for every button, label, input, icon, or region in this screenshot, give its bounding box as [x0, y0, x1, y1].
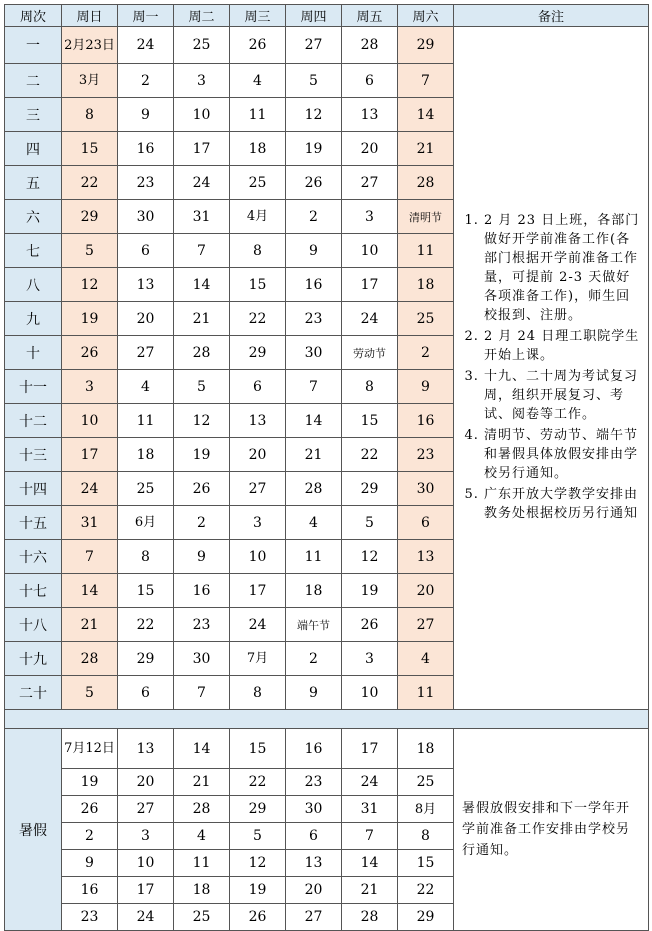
summer-day-cell-wednesday: 26	[230, 904, 286, 931]
summer-day-cell-wednesday: 12	[230, 850, 286, 877]
week-label: 五	[5, 166, 62, 200]
week-label: 二	[5, 64, 62, 98]
day-cell-thursday: 21	[286, 438, 342, 472]
day-cell-sunday: 5	[62, 676, 118, 710]
day-cell-wednesday: 26	[230, 27, 286, 64]
summer-day-cell-thursday: 30	[286, 796, 342, 823]
summer-day-cell-sunday: 2	[62, 823, 118, 850]
summer-row	[5, 729, 649, 769]
summer-day-cell-saturday: 22	[398, 877, 454, 904]
day-cell-thursday: 30	[286, 336, 342, 370]
summer-day-cell-monday: 20	[118, 769, 174, 796]
summer-day-cell-saturday: 25	[398, 769, 454, 796]
day-cell-wednesday: 24	[230, 608, 286, 642]
day-cell-thursday: 11	[286, 540, 342, 574]
day-cell-tuesday: 26	[174, 472, 230, 506]
day-cell-tuesday: 16	[174, 574, 230, 608]
summer-day-cell-friday: 14	[342, 850, 398, 877]
day-cell-sunday: 22	[62, 166, 118, 200]
summer-day-cell-tuesday: 25	[174, 904, 230, 931]
day-cell-saturday: 6	[398, 506, 454, 540]
day-cell-sunday: 3	[62, 370, 118, 404]
summer-day-cell-tuesday: 11	[174, 850, 230, 877]
week-label: 十五	[5, 506, 62, 540]
week-label: 二十	[5, 676, 62, 710]
week-label: 十九	[5, 642, 62, 676]
summer-day-cell-monday: 13	[118, 729, 174, 769]
day-cell-saturday: 13	[398, 540, 454, 574]
day-cell-monday: 11	[118, 404, 174, 438]
day-cell-tuesday: 25	[174, 27, 230, 64]
summer-day-cell-sunday: 7月12日	[62, 729, 118, 769]
day-cell-monday: 6	[118, 234, 174, 268]
day-cell-sunday: 31	[62, 506, 118, 540]
summer-day-cell-thursday: 27	[286, 904, 342, 931]
day-cell-sunday: 26	[62, 336, 118, 370]
day-cell-thursday: 19	[286, 132, 342, 166]
summer-day-cell-friday: 31	[342, 796, 398, 823]
day-cell-wednesday: 25	[230, 166, 286, 200]
day-cell-saturday: 18	[398, 268, 454, 302]
day-cell-tuesday: 3	[174, 64, 230, 98]
day-cell-friday: 17	[342, 268, 398, 302]
summer-day-cell-saturday: 15	[398, 850, 454, 877]
summer-day-cell-saturday: 8月	[398, 796, 454, 823]
day-cell-wednesday: 18	[230, 132, 286, 166]
week-label: 十六	[5, 540, 62, 574]
day-cell-thursday: 4	[286, 506, 342, 540]
week-label: 三	[5, 98, 62, 132]
day-cell-thursday: 9	[286, 676, 342, 710]
week-label: 九	[5, 302, 62, 336]
day-cell-wednesday: 4月	[230, 200, 286, 234]
day-cell-wednesday: 27	[230, 472, 286, 506]
day-cell-monday: 27	[118, 336, 174, 370]
day-cell-wednesday: 7月	[230, 642, 286, 676]
day-cell-monday: 15	[118, 574, 174, 608]
summer-day-cell-monday: 24	[118, 904, 174, 931]
day-cell-wednesday: 20	[230, 438, 286, 472]
day-cell-friday: 10	[342, 234, 398, 268]
week-label: 十四	[5, 472, 62, 506]
summer-day-cell-sunday: 9	[62, 850, 118, 877]
day-cell-tuesday: 24	[174, 166, 230, 200]
day-cell-saturday: 21	[398, 132, 454, 166]
day-cell-monday: 6	[118, 676, 174, 710]
day-cell-wednesday: 11	[230, 98, 286, 132]
notes-list	[460, 211, 642, 523]
day-cell-saturday: 27	[398, 608, 454, 642]
day-cell-wednesday: 13	[230, 404, 286, 438]
summer-day-cell-tuesday: 4	[174, 823, 230, 850]
day-cell-monday: 24	[118, 27, 174, 64]
summer-day-cell-friday: 7	[342, 823, 398, 850]
separator-row	[5, 710, 649, 729]
day-cell-thursday: 27	[286, 27, 342, 64]
day-cell-sunday: 5	[62, 234, 118, 268]
day-cell-thursday: 23	[286, 302, 342, 336]
summer-day-cell-saturday: 18	[398, 729, 454, 769]
day-cell-saturday: 7	[398, 64, 454, 98]
week-label: 八	[5, 268, 62, 302]
week-label: 十七	[5, 574, 62, 608]
day-cell-monday: 6月	[118, 506, 174, 540]
day-cell-sunday: 29	[62, 200, 118, 234]
day-cell-saturday: 9	[398, 370, 454, 404]
day-cell-sunday: 24	[62, 472, 118, 506]
day-cell-sunday: 14	[62, 574, 118, 608]
summer-day-cell-thursday: 16	[286, 729, 342, 769]
header-sunday: 周日	[62, 5, 118, 27]
day-cell-saturday: 16	[398, 404, 454, 438]
day-cell-saturday: 14	[398, 98, 454, 132]
week-label: 六	[5, 200, 62, 234]
day-cell-tuesday: 28	[174, 336, 230, 370]
day-cell-sunday: 15	[62, 132, 118, 166]
day-cell-sunday: 12	[62, 268, 118, 302]
day-cell-friday: 劳动节	[342, 336, 398, 370]
week-label: 四	[5, 132, 62, 166]
day-cell-monday: 13	[118, 268, 174, 302]
day-cell-thursday: 16	[286, 268, 342, 302]
day-cell-saturday: 4	[398, 642, 454, 676]
week-label: 十一	[5, 370, 62, 404]
day-cell-tuesday: 2	[174, 506, 230, 540]
week-label: 十	[5, 336, 62, 370]
day-cell-wednesday: 8	[230, 676, 286, 710]
day-cell-thursday: 端午节	[286, 608, 342, 642]
day-cell-thursday: 2	[286, 200, 342, 234]
summer-day-cell-sunday: 23	[62, 904, 118, 931]
header-tuesday: 周二	[174, 5, 230, 27]
day-cell-tuesday: 21	[174, 302, 230, 336]
summer-day-cell-sunday: 26	[62, 796, 118, 823]
day-cell-saturday: 28	[398, 166, 454, 200]
day-cell-friday: 29	[342, 472, 398, 506]
day-cell-friday: 5	[342, 506, 398, 540]
note-item: 1. 2 月 23 日上班，各部门做好开学前准备工作(各部门根据开学前准备工作量，可提前 2-3 天做好各项准备工作)，师生回校报到、注册。	[484, 211, 642, 325]
day-cell-monday: 9	[118, 98, 174, 132]
day-cell-sunday: 17	[62, 438, 118, 472]
day-cell-sunday: 21	[62, 608, 118, 642]
summer-day-cell-tuesday: 21	[174, 769, 230, 796]
day-cell-tuesday: 7	[174, 676, 230, 710]
summer-day-cell-saturday: 29	[398, 904, 454, 931]
summer-day-cell-thursday: 13	[286, 850, 342, 877]
summer-day-cell-friday: 17	[342, 729, 398, 769]
day-cell-thursday: 14	[286, 404, 342, 438]
summer-day-cell-wednesday: 19	[230, 877, 286, 904]
day-cell-monday: 22	[118, 608, 174, 642]
day-cell-tuesday: 9	[174, 540, 230, 574]
day-cell-friday: 3	[342, 642, 398, 676]
day-cell-friday: 26	[342, 608, 398, 642]
day-cell-sunday: 28	[62, 642, 118, 676]
day-cell-tuesday: 7	[174, 234, 230, 268]
summer-day-cell-thursday: 20	[286, 877, 342, 904]
semester-weeks	[5, 27, 649, 710]
day-cell-monday: 18	[118, 438, 174, 472]
day-cell-wednesday: 3	[230, 506, 286, 540]
header-thursday: 周四	[286, 5, 342, 27]
notes-cell	[454, 27, 649, 710]
day-cell-wednesday: 17	[230, 574, 286, 608]
week-label: 十三	[5, 438, 62, 472]
header-monday: 周一	[118, 5, 174, 27]
day-cell-sunday: 8	[62, 98, 118, 132]
day-cell-saturday: 11	[398, 676, 454, 710]
day-cell-friday: 19	[342, 574, 398, 608]
day-cell-saturday: 23	[398, 438, 454, 472]
day-cell-sunday: 2月23日	[62, 27, 118, 64]
day-cell-saturday: 30	[398, 472, 454, 506]
day-cell-wednesday: 10	[230, 540, 286, 574]
summer-day-cell-friday: 24	[342, 769, 398, 796]
day-cell-thursday: 9	[286, 234, 342, 268]
day-cell-friday: 28	[342, 27, 398, 64]
day-cell-saturday: 2	[398, 336, 454, 370]
summer-day-cell-wednesday: 29	[230, 796, 286, 823]
day-cell-tuesday: 5	[174, 370, 230, 404]
day-cell-sunday: 19	[62, 302, 118, 336]
summer-vacation	[5, 729, 649, 931]
header-row	[5, 5, 649, 27]
header-wednesday: 周三	[230, 5, 286, 27]
day-cell-tuesday: 19	[174, 438, 230, 472]
day-cell-wednesday: 15	[230, 268, 286, 302]
summer-day-cell-wednesday: 5	[230, 823, 286, 850]
day-cell-saturday: 20	[398, 574, 454, 608]
day-cell-thursday: 28	[286, 472, 342, 506]
day-cell-monday: 30	[118, 200, 174, 234]
day-cell-tuesday: 14	[174, 268, 230, 302]
day-cell-thursday: 26	[286, 166, 342, 200]
day-cell-friday: 22	[342, 438, 398, 472]
day-cell-monday: 23	[118, 166, 174, 200]
summer-day-cell-tuesday: 28	[174, 796, 230, 823]
day-cell-monday: 4	[118, 370, 174, 404]
day-cell-thursday: 2	[286, 642, 342, 676]
note-item: 3. 十九、二十周为考试复习周，组织开展复习、考试、阅卷等工作。	[484, 367, 642, 424]
header-friday: 周五	[342, 5, 398, 27]
separator-cell	[5, 710, 649, 729]
week-label: 一	[5, 27, 62, 64]
calendar-table	[4, 4, 649, 931]
day-cell-friday: 10	[342, 676, 398, 710]
day-cell-monday: 8	[118, 540, 174, 574]
day-cell-saturday: 清明节	[398, 200, 454, 234]
day-cell-friday: 6	[342, 64, 398, 98]
day-cell-friday: 8	[342, 370, 398, 404]
day-cell-tuesday: 10	[174, 98, 230, 132]
day-cell-saturday: 25	[398, 302, 454, 336]
day-cell-tuesday: 23	[174, 608, 230, 642]
day-cell-friday: 15	[342, 404, 398, 438]
day-cell-wednesday: 6	[230, 370, 286, 404]
day-cell-wednesday: 8	[230, 234, 286, 268]
summer-label: 暑假	[5, 729, 62, 931]
summer-day-cell-friday: 21	[342, 877, 398, 904]
day-cell-sunday: 3月	[62, 64, 118, 98]
day-cell-monday: 29	[118, 642, 174, 676]
day-cell-friday: 24	[342, 302, 398, 336]
summer-day-cell-monday: 3	[118, 823, 174, 850]
day-cell-saturday: 29	[398, 27, 454, 64]
day-cell-tuesday: 17	[174, 132, 230, 166]
summer-day-cell-wednesday: 22	[230, 769, 286, 796]
header-week: 周次	[5, 5, 62, 27]
note-item: 2. 2 月 24 日理工职院学生开始上课。	[484, 327, 642, 365]
day-cell-monday: 16	[118, 132, 174, 166]
day-cell-thursday: 5	[286, 64, 342, 98]
day-cell-tuesday: 30	[174, 642, 230, 676]
day-cell-friday: 3	[342, 200, 398, 234]
week-label: 十二	[5, 404, 62, 438]
day-cell-thursday: 7	[286, 370, 342, 404]
day-cell-friday: 20	[342, 132, 398, 166]
summer-day-cell-tuesday: 18	[174, 877, 230, 904]
day-cell-wednesday: 22	[230, 302, 286, 336]
note-item: 4. 清明节、劳动节、端午节和暑假具体放假安排由学校另行通知。	[484, 426, 642, 483]
day-cell-wednesday: 29	[230, 336, 286, 370]
header-saturday: 周六	[398, 5, 454, 27]
note-item: 5. 广东开放大学教学安排由教务处根据校历另行通知	[484, 485, 642, 523]
summer-day-cell-sunday: 16	[62, 877, 118, 904]
day-cell-sunday: 10	[62, 404, 118, 438]
summer-day-cell-tuesday: 14	[174, 729, 230, 769]
week-row	[5, 27, 649, 64]
day-cell-friday: 12	[342, 540, 398, 574]
summer-day-cell-thursday: 6	[286, 823, 342, 850]
day-cell-tuesday: 12	[174, 404, 230, 438]
summer-day-cell-monday: 10	[118, 850, 174, 877]
summer-day-cell-wednesday: 15	[230, 729, 286, 769]
summer-day-cell-monday: 27	[118, 796, 174, 823]
summer-day-cell-monday: 17	[118, 877, 174, 904]
week-label: 十八	[5, 608, 62, 642]
summer-day-cell-sunday: 19	[62, 769, 118, 796]
day-cell-friday: 13	[342, 98, 398, 132]
day-cell-monday: 2	[118, 64, 174, 98]
day-cell-tuesday: 31	[174, 200, 230, 234]
week-label: 七	[5, 234, 62, 268]
day-cell-thursday: 18	[286, 574, 342, 608]
summer-day-cell-friday: 28	[342, 904, 398, 931]
header-notes: 备注	[454, 5, 649, 27]
day-cell-thursday: 12	[286, 98, 342, 132]
summer-day-cell-thursday: 23	[286, 769, 342, 796]
day-cell-monday: 20	[118, 302, 174, 336]
summer-note: 暑假放假安排和下一学年开学前准备工作安排由学校另行通知。	[454, 729, 649, 931]
day-cell-monday: 25	[118, 472, 174, 506]
day-cell-sunday: 7	[62, 540, 118, 574]
day-cell-friday: 27	[342, 166, 398, 200]
day-cell-wednesday: 4	[230, 64, 286, 98]
day-cell-saturday: 11	[398, 234, 454, 268]
separator	[5, 710, 649, 729]
school-calendar	[4, 4, 648, 931]
summer-day-cell-saturday: 8	[398, 823, 454, 850]
